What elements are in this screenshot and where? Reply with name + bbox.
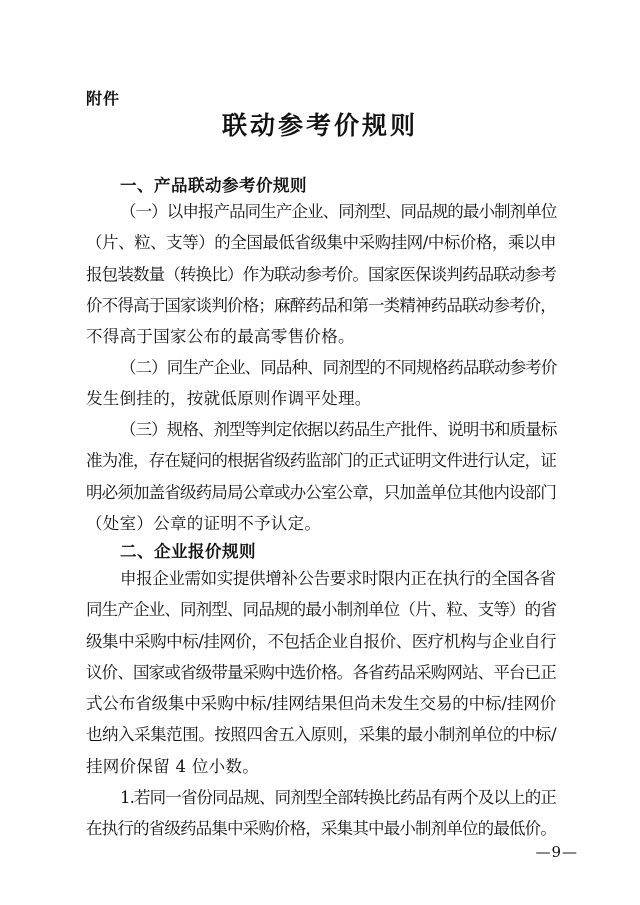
text-line: 式公布省级集中采购中标/挂网结果但尚未发生交易的中标/挂网价 [86,694,557,714]
text-line: 在执行的省级药品集中采购价格，采集其中最小制剂单位的最低价。 [86,819,557,839]
paragraph-enterprise-quote [86,563,556,782]
section-heading-enterprise-quote: 二、企业报价规则 [120,542,256,561]
text-line: 准为准，存在疑问的根据省级药监部门的正式证明文件进行认定，证 [86,451,557,471]
paragraph-rule-1 [86,196,556,352]
page-number: —9— [535,843,578,861]
document-title: 联动参考价规则 [221,111,418,140]
paragraph-item-1 [86,782,556,845]
text-line: 1.若同一省份同品规、同剂型全部转换比药品有两个及以上的正 [120,788,556,807]
paragraph-rule-3 [86,414,556,539]
attachment-label: 附件 [86,89,121,108]
text-line: 不得高于国家公布的最高零售价格。 [86,327,355,347]
text-line: 也纳入采集范围。按照四舍五入原则，采集的最小制剂单位的中标/ [86,725,557,745]
text-line: 明必须加盖省级药局局公章或办公室公章，只加盖单位其他内设部门 [86,482,557,502]
text-line: （一）以申报产品同生产企业、同剂型、同品规的最小制剂单位 [120,202,557,221]
section-heading-product-price: 一、产品联动参考价规则 [120,176,307,195]
text-line: 发生倒挂的，按就低原则作调平处理。 [86,389,372,409]
text-line: 议价、国家或省级带量采购中选价格。各省药品采购网站、平台已正 [86,662,557,682]
text-line: （三）规格、剂型等判定依据以药品生产批件、说明书和质量标 [120,420,557,439]
text-line: （片、粒、支等）的全国最低省级集中采购挂网/中标价格，乘以申 [86,233,557,253]
paragraph-rule-2 [86,352,556,415]
text-line: 报包装数量（转换比）作为联动参考价。国家医保谈判药品联动参考 [86,264,557,284]
text-line: 级集中采购中标/挂网价，不包括企业自报价、医疗机构与企业自行 [86,631,557,651]
text-line: 挂网价保留 4 位小数。 [86,756,260,776]
text-line: 申报企业需如实提供增补公告要求时限内正在执行的全国各省 [120,569,556,588]
text-line: 同生产企业、同剂型、同品规的最小制剂单位（片、粒、支等）的省 [86,600,557,620]
text-line: （二）同生产企业、同品种、同剂型的不同规格药品联动参考价 [120,358,557,377]
text-line: 价不得高于国家谈判价格；麻醉药品和第一类精神药品联动参考价， [86,295,557,315]
text-line: （处室）公章的证明不予认定。 [86,513,322,533]
